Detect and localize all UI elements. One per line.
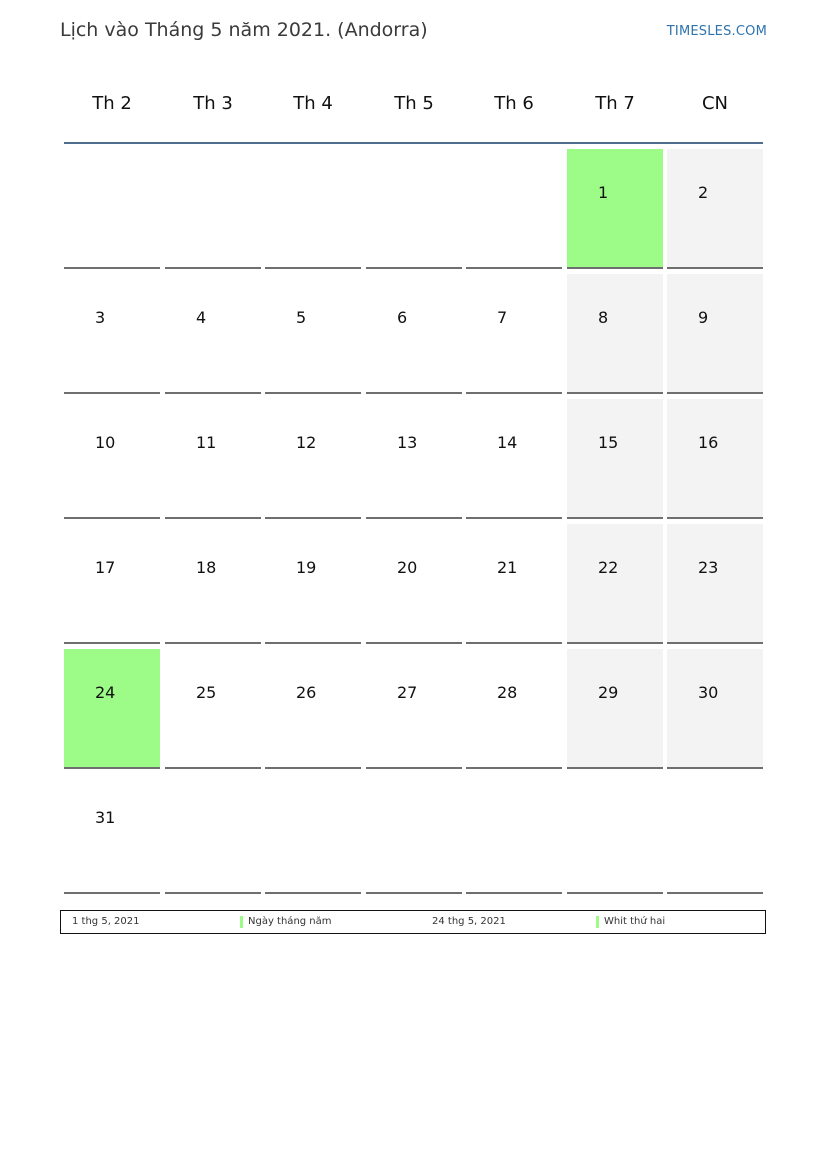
day-cell (265, 524, 361, 644)
day-number: 3 (95, 308, 106, 327)
day-cell (667, 649, 763, 769)
day-number: 11 (196, 433, 217, 452)
day-cell (64, 399, 160, 519)
day-cell (64, 274, 160, 394)
holiday-day-cell (64, 649, 160, 769)
day-cell (265, 399, 361, 519)
day-number: 22 (598, 558, 619, 577)
weekday-label: CN (701, 93, 729, 114)
day-number: 30 (698, 683, 719, 702)
day-cell (366, 274, 462, 394)
weekday-label: Th 5 (394, 93, 434, 114)
day-cell (265, 649, 361, 769)
legend-holiday-name: Whit thứ hai (604, 916, 666, 927)
day-cell (667, 524, 763, 644)
day-cell (466, 399, 562, 519)
empty-day-cell (366, 774, 462, 894)
day-cell (567, 524, 663, 644)
day-number: 2 (698, 183, 709, 202)
day-number: 6 (397, 308, 408, 327)
legend-date: 24 thg 5, 2021 (432, 916, 506, 927)
day-cell (567, 274, 663, 394)
day-number: 1 (598, 183, 609, 202)
day-cell (165, 524, 261, 644)
empty-day-cell (165, 774, 261, 894)
weekday-header (64, 80, 763, 144)
weekday-label: Th 3 (193, 93, 233, 114)
day-number: 8 (598, 308, 609, 327)
empty-day-cell (466, 149, 562, 269)
day-number: 25 (196, 683, 217, 702)
day-number: 17 (95, 558, 116, 577)
day-cell (466, 649, 562, 769)
legend-date: 1 thg 5, 2021 (72, 916, 140, 927)
day-cell (165, 274, 261, 394)
day-number: 19 (296, 558, 317, 577)
day-number: 24 (95, 683, 116, 702)
site-link[interactable]: TIMESLES.COM (666, 24, 767, 39)
day-number: 26 (296, 683, 317, 702)
day-number: 12 (296, 433, 317, 452)
empty-day-cell (366, 149, 462, 269)
day-number: 5 (296, 308, 307, 327)
day-number: 23 (698, 558, 719, 577)
day-cell (265, 274, 361, 394)
day-number: 9 (698, 308, 709, 327)
day-number: 29 (598, 683, 619, 702)
weekday-label: Th 4 (293, 93, 333, 114)
day-number: 13 (397, 433, 418, 452)
empty-day-cell (466, 774, 562, 894)
empty-day-cell (567, 774, 663, 894)
day-number: 4 (196, 308, 207, 327)
day-cell (466, 524, 562, 644)
day-number: 10 (95, 433, 116, 452)
day-number: 7 (497, 308, 508, 327)
empty-day-cell (667, 774, 763, 894)
day-cell (165, 649, 261, 769)
day-number: 28 (497, 683, 518, 702)
empty-day-cell (265, 149, 361, 269)
day-number: 15 (598, 433, 619, 452)
day-number: 31 (95, 808, 116, 827)
day-number: 27 (397, 683, 418, 702)
day-cell (64, 774, 160, 894)
empty-day-cell (165, 149, 261, 269)
legend-color-swatch (596, 916, 599, 928)
day-cell (366, 399, 462, 519)
day-cell (667, 149, 763, 269)
day-cell (567, 649, 663, 769)
day-cell (667, 399, 763, 519)
empty-day-cell (265, 774, 361, 894)
day-number: 16 (698, 433, 719, 452)
weekday-label: Th 7 (595, 93, 635, 114)
day-cell (165, 399, 261, 519)
day-number: 20 (397, 558, 418, 577)
day-cell (667, 274, 763, 394)
legend-color-swatch (240, 916, 243, 928)
page-title: Lịch vào Tháng 5 năm 2021. (Andorra) (60, 19, 428, 41)
legend-holiday-name: Ngày tháng năm (248, 916, 332, 927)
weekday-label: Th 6 (494, 93, 534, 114)
day-cell (567, 399, 663, 519)
day-number: 21 (497, 558, 518, 577)
empty-day-cell (64, 149, 160, 269)
holiday-day-cell (567, 149, 663, 269)
day-number: 18 (196, 558, 217, 577)
day-cell (366, 649, 462, 769)
day-cell (466, 274, 562, 394)
weekday-label: Th 2 (92, 93, 132, 114)
day-cell (64, 524, 160, 644)
day-number: 14 (497, 433, 518, 452)
holiday-legend (60, 910, 766, 934)
day-cell (366, 524, 462, 644)
